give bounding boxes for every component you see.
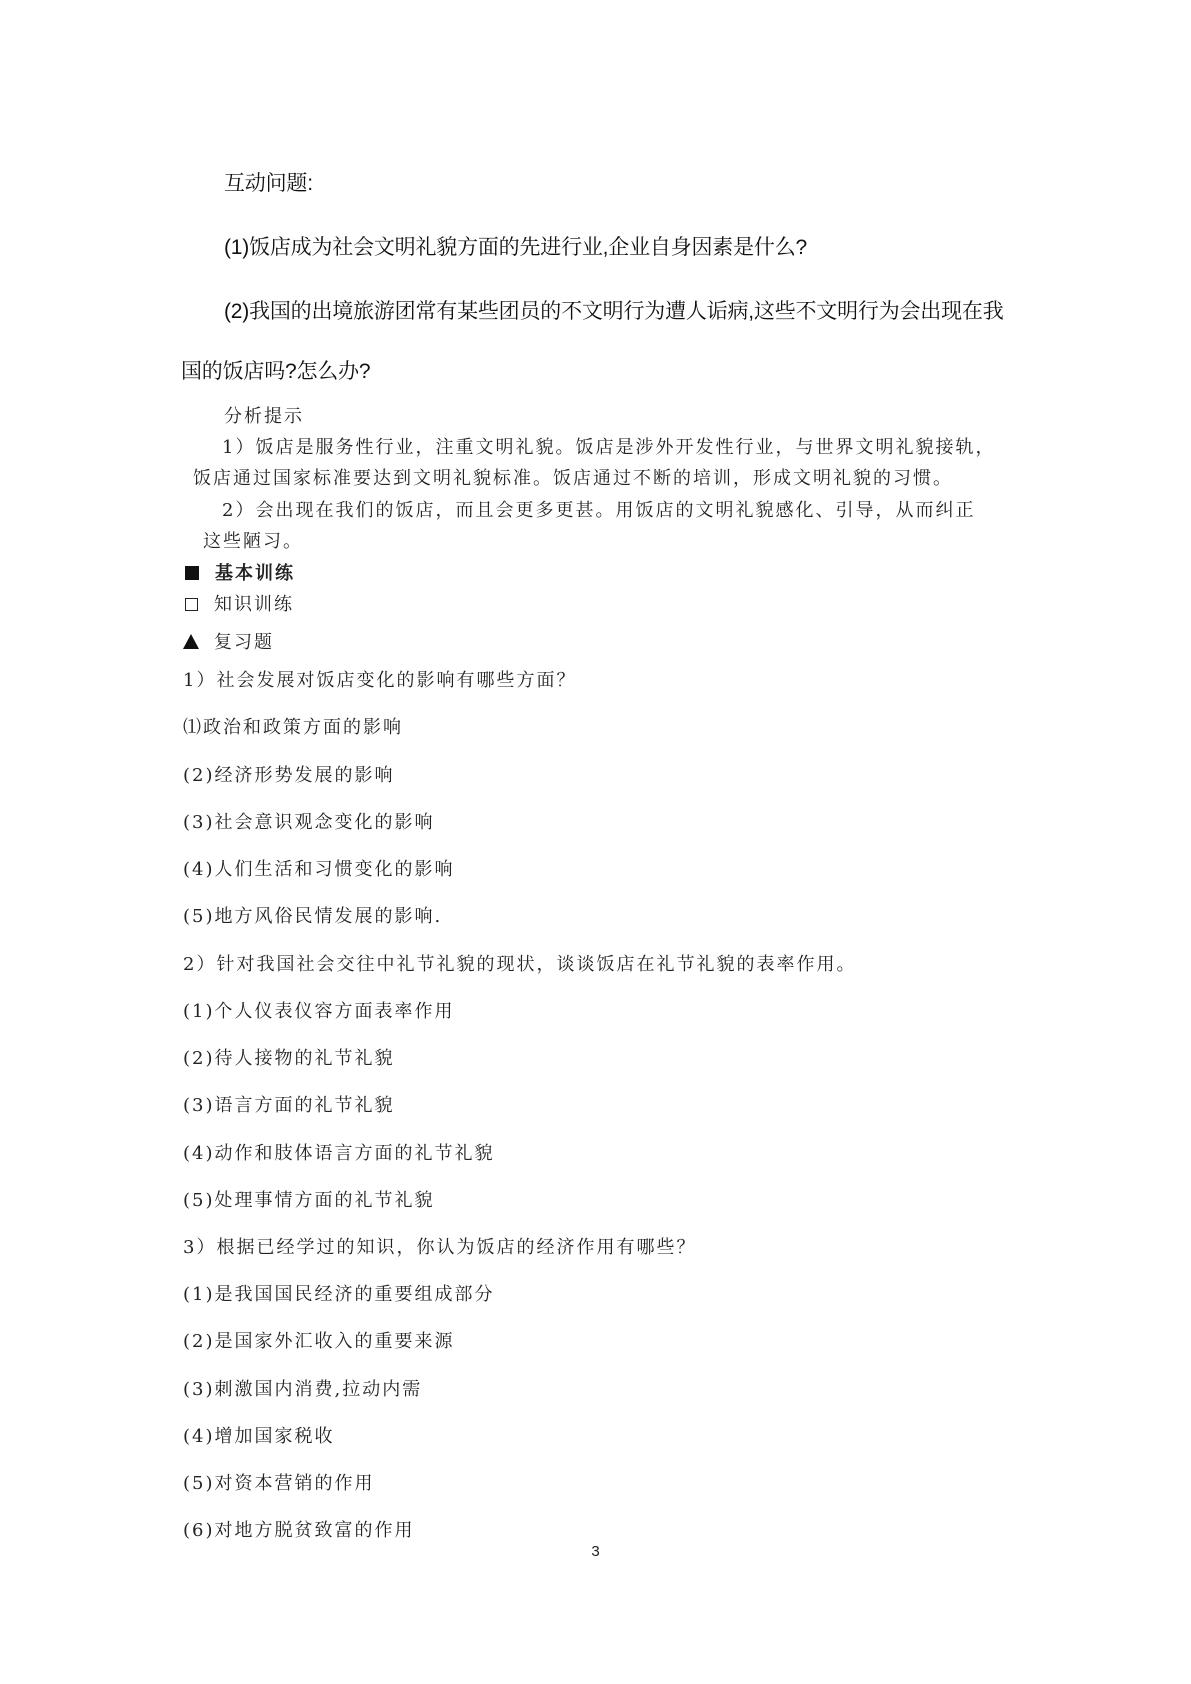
- analysis-answer-2-line-1: 2）会出现在我们的饭店，而且会更多更甚。用饭店的文明礼貌感化、引导，从而纠正: [222, 500, 976, 521]
- question-1-title: 1）社会发展对饭店变化的影响有哪些方面？: [183, 670, 577, 691]
- knowledge-training-heading: [185, 590, 294, 616]
- analysis-heading: 分析提示: [224, 406, 304, 427]
- basic-training-heading: [185, 559, 295, 585]
- analysis-answer-1-line-1: 1）饭店是服务性行业，注重文明礼貌。饭店是涉外开发性行业，与世界文明礼貌接轨，: [222, 437, 996, 458]
- question-1-item: (5)地方风俗民情发展的影响.: [183, 906, 443, 927]
- review-label: 复习题: [214, 632, 274, 653]
- question-1-item: (3)社会意识观念变化的影响: [183, 812, 435, 833]
- question-3-item: (3)刺激国内消费,拉动内需: [183, 1379, 423, 1400]
- knowledge-training-label: 知识训练: [214, 594, 294, 615]
- question-1-item: (2)经济形势发展的影响: [183, 765, 395, 786]
- question-3-item: (2)是国家外汇收入的重要来源: [183, 1331, 455, 1352]
- question-2-item: (2)待人接物的礼节礼貌: [183, 1048, 395, 1069]
- review-heading: [183, 628, 274, 654]
- empty-square-bullet-icon: [185, 598, 198, 611]
- question-3-item: (1)是我国国民经济的重要组成部分: [183, 1284, 495, 1305]
- question-2-item: (4)动作和肢体语言方面的礼节礼貌: [183, 1143, 495, 1164]
- filled-square-bullet-icon: [185, 566, 199, 580]
- question-2-item: (3)语言方面的礼节礼貌: [183, 1095, 395, 1116]
- basic-training-label: 基本训练: [215, 563, 295, 584]
- question-3-item: (5)对资本营销的作用: [183, 1473, 375, 1494]
- question-1-item: (4)人们生活和习惯变化的影响: [183, 859, 455, 880]
- triangle-bullet-icon: [183, 634, 199, 649]
- question-2-title: 2）针对我国社会交往中礼节礼貌的现状，谈谈饭店在礼节礼貌的表率作用。: [183, 954, 857, 975]
- question-3-title: 3）根据已经学过的知识，你认为饭店的经济作用有哪些？: [183, 1237, 697, 1258]
- question-3-item: (4)增加国家税收: [183, 1426, 335, 1447]
- interactive-question-1: (1)饭店成为社会文明礼貌方面的先进行业,企业自身因素是什么?: [224, 236, 807, 259]
- question-1-item: ⑴政治和政策方面的影响: [183, 717, 403, 738]
- interactive-heading: 互动问题:: [224, 172, 313, 195]
- question-2-item: (5)处理事情方面的礼节礼貌: [183, 1190, 435, 1211]
- analysis-answer-2-line-2: 这些陋习。: [203, 531, 303, 552]
- question-3-item: (6)对地方脱贫致富的作用: [183, 1520, 415, 1541]
- interactive-question-2-line-2: 国的饭店吗?怎么办?: [181, 360, 371, 383]
- question-2-item: (1)个人仪表仪容方面表率作用: [183, 1001, 455, 1022]
- interactive-question-2-line-1: (2)我国的出境旅游团常有某些团员的不文明行为遭人诟病,这些不文明行为会出现在我: [224, 300, 1004, 323]
- page-number: 3: [591, 1543, 600, 1560]
- analysis-answer-1-line-2: 饭店通过国家标准要达到文明礼貌标准。饭店通过不断的培训，形成文明礼貌的习惯。: [193, 468, 953, 489]
